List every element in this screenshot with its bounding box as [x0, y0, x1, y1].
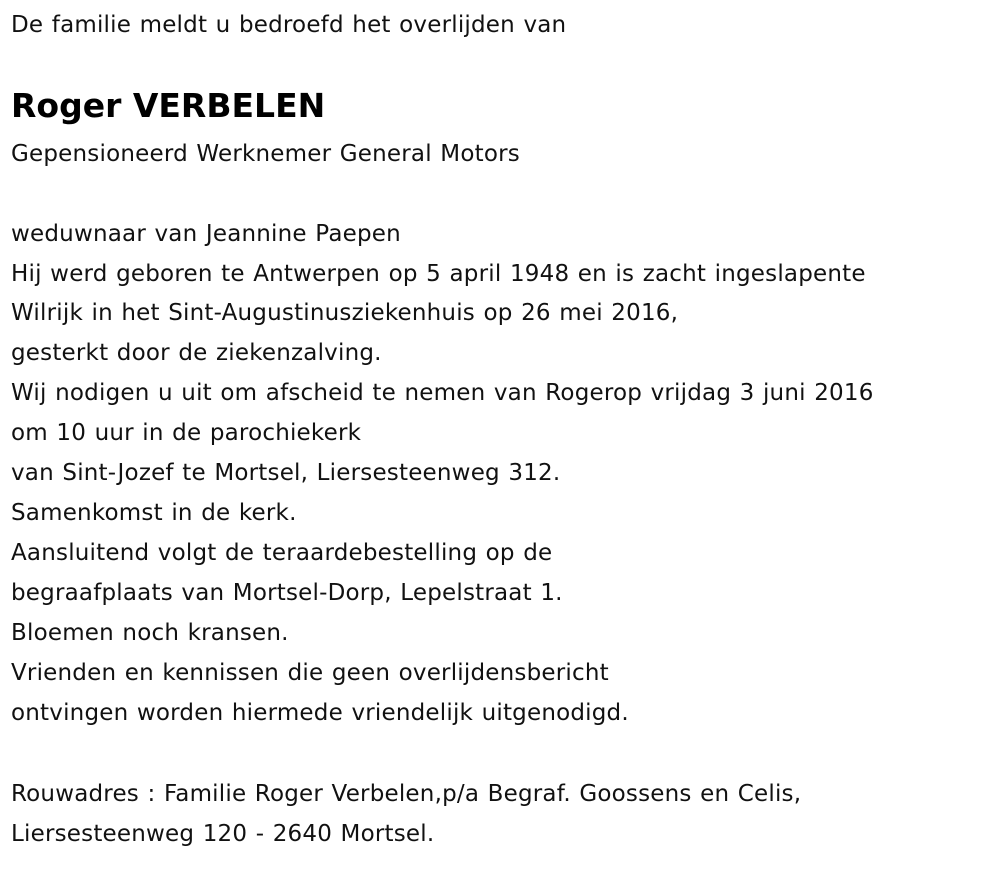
body-line: Bloemen noch kransen.	[11, 620, 289, 646]
body-line: Samenkomst in de kerk.	[11, 500, 297, 526]
body-line: Vrienden en kennissen die geen overlijdensbericht	[11, 660, 609, 686]
body-line: van Sint-Jozef te Mortsel, Liersesteenweg 312.	[11, 460, 561, 486]
body-line: om 10 uur in de parochiekerk	[11, 420, 362, 446]
body-line: Aansluitend volgt de teraardebestelling op de	[11, 540, 553, 566]
address-line: Rouwadres : Familie Roger Verbelen,p/a Begraf. Goossens en Celis,	[11, 781, 802, 807]
body-line: begraafplaats van Mortsel-Dorp, Lepelstraat 1.	[11, 580, 563, 606]
body-line: gesterkt door de ziekenzalving.	[11, 340, 382, 366]
occupation-text: Gepensioneerd Werknemer General Motors	[11, 141, 520, 167]
body-line: Wij nodigen u uit om afscheid te nemen van Rogerop vrijdag 3 juni 2016	[11, 380, 874, 406]
body-line: Wilrijk in het Sint-Augustinusziekenhuis op 26 mei 2016,	[11, 300, 679, 326]
deceased-name: Roger VERBELEN	[11, 86, 326, 125]
body-line: ontvingen worden hiermede vriendelijk uitgenodigd.	[11, 700, 629, 726]
body-line: weduwnaar van Jeannine Paepen	[11, 221, 401, 247]
intro-text: De familie meldt u bedroefd het overlijden van	[11, 12, 567, 38]
address-line: Liersesteenweg 120 - 2640 Mortsel.	[11, 821, 435, 847]
body-line: Hij werd geboren te Antwerpen op 5 april 1948 en is zacht ingeslapente	[11, 261, 866, 287]
